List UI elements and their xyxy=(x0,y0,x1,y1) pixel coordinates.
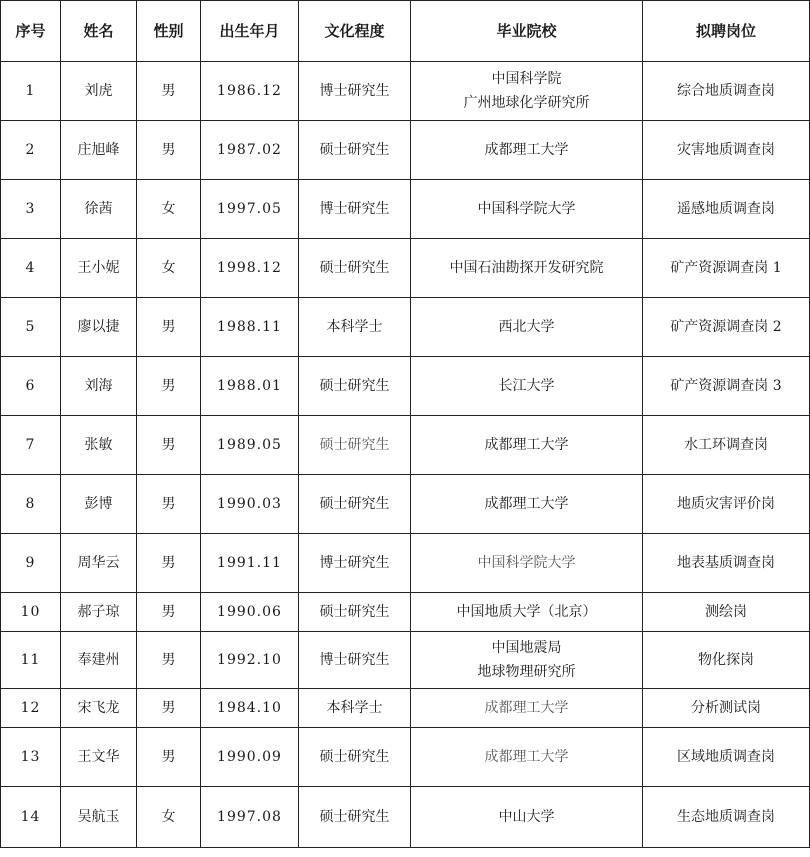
table-row xyxy=(1,728,810,787)
cell-school xyxy=(411,62,643,121)
cell-no: 14 xyxy=(1,787,61,848)
cell-name: 彭博 xyxy=(61,475,137,534)
cell-birth: 1991.11 xyxy=(201,534,299,593)
cell-school: 长江大学 xyxy=(411,357,643,416)
cell-school: 中山大学 xyxy=(411,787,643,848)
cell-gender: 男 xyxy=(137,357,201,416)
cell-education: 本科学士 xyxy=(299,689,411,728)
cell-post: 物化探岗 xyxy=(643,632,810,689)
cell-post: 水工环调查岗 xyxy=(643,416,810,475)
cell-post: 矿产资源调查岗 2 xyxy=(643,298,810,357)
cell-post: 生态地质调查岗 xyxy=(643,787,810,848)
table-row xyxy=(1,593,810,632)
table-row xyxy=(1,632,810,689)
cell-name: 奉建州 xyxy=(61,632,137,689)
cell-name: 刘海 xyxy=(61,357,137,416)
cell-birth: 1986.12 xyxy=(201,62,299,121)
cell-name: 吴航玉 xyxy=(61,787,137,848)
cell-school: 中国科学院大学 xyxy=(411,180,643,239)
cell-no: 12 xyxy=(1,689,61,728)
header-gender: 性别 xyxy=(137,1,201,62)
cell-education: 硕士研究生 xyxy=(299,787,411,848)
cell-birth: 1988.11 xyxy=(201,298,299,357)
cell-name: 张敏 xyxy=(61,416,137,475)
cell-gender: 男 xyxy=(137,534,201,593)
table-row xyxy=(1,298,810,357)
roster-body xyxy=(1,62,810,848)
table-row xyxy=(1,239,810,298)
cell-school: 成都理工大学 xyxy=(411,475,643,534)
cell-no: 9 xyxy=(1,534,61,593)
cell-gender: 男 xyxy=(137,689,201,728)
cell-post: 综合地质调查岗 xyxy=(643,62,810,121)
cell-school: 成都理工大学 xyxy=(411,728,643,787)
cell-name: 王文华 xyxy=(61,728,137,787)
cell-school: 西北大学 xyxy=(411,298,643,357)
header-school: 毕业院校 xyxy=(411,1,643,62)
cell-gender: 男 xyxy=(137,593,201,632)
cell-no: 8 xyxy=(1,475,61,534)
cell-school: 中国地质大学（北京） xyxy=(411,593,643,632)
cell-no: 1 xyxy=(1,62,61,121)
cell-no: 13 xyxy=(1,728,61,787)
cell-education: 硕士研究生 xyxy=(299,121,411,180)
table-row xyxy=(1,121,810,180)
cell-gender: 男 xyxy=(137,121,201,180)
cell-gender: 男 xyxy=(137,416,201,475)
cell-post: 矿产资源调查岗 1 xyxy=(643,239,810,298)
cell-no: 6 xyxy=(1,357,61,416)
cell-no: 4 xyxy=(1,239,61,298)
cell-name: 廖以捷 xyxy=(61,298,137,357)
cell-post: 测绘岗 xyxy=(643,593,810,632)
cell-post: 地表基质调查岗 xyxy=(643,534,810,593)
cell-name: 庄旭峰 xyxy=(61,121,137,180)
cell-birth: 1997.05 xyxy=(201,180,299,239)
cell-education: 硕士研究生 xyxy=(299,416,411,475)
cell-name: 刘虎 xyxy=(61,62,137,121)
cell-education: 硕士研究生 xyxy=(299,475,411,534)
cell-birth: 1988.01 xyxy=(201,357,299,416)
cell-education: 硕士研究生 xyxy=(299,593,411,632)
cell-education: 博士研究生 xyxy=(299,534,411,593)
cell-school: 中国科学院大学 xyxy=(411,534,643,593)
cell-post: 矿产资源调查岗 3 xyxy=(643,357,810,416)
cell-gender: 女 xyxy=(137,239,201,298)
cell-name: 周华云 xyxy=(61,534,137,593)
cell-gender: 男 xyxy=(137,632,201,689)
table-row xyxy=(1,534,810,593)
cell-birth: 1990.06 xyxy=(201,593,299,632)
school-line: 广州地球化学研究所 xyxy=(463,95,590,111)
cell-education: 博士研究生 xyxy=(299,180,411,239)
header-row xyxy=(1,1,810,62)
cell-no: 2 xyxy=(1,121,61,180)
cell-no: 5 xyxy=(1,298,61,357)
cell-birth: 1998.12 xyxy=(201,239,299,298)
header-post: 拟聘岗位 xyxy=(643,1,810,62)
cell-name: 宋飞龙 xyxy=(61,689,137,728)
table-row xyxy=(1,689,810,728)
cell-gender: 女 xyxy=(137,180,201,239)
cell-no: 10 xyxy=(1,593,61,632)
cell-name: 郝子琼 xyxy=(61,593,137,632)
cell-gender: 男 xyxy=(137,62,201,121)
cell-school: 成都理工大学 xyxy=(411,416,643,475)
cell-birth: 1992.10 xyxy=(201,632,299,689)
header-name: 姓名 xyxy=(61,1,137,62)
cell-post: 分析测试岗 xyxy=(643,689,810,728)
header-birth: 出生年月 xyxy=(201,1,299,62)
cell-education: 本科学士 xyxy=(299,298,411,357)
cell-education: 博士研究生 xyxy=(299,632,411,689)
cell-education: 博士研究生 xyxy=(299,62,411,121)
cell-education: 硕士研究生 xyxy=(299,239,411,298)
cell-name: 王小妮 xyxy=(61,239,137,298)
table-row xyxy=(1,416,810,475)
cell-no: 3 xyxy=(1,180,61,239)
table-row xyxy=(1,62,810,121)
cell-gender: 男 xyxy=(137,298,201,357)
cell-education: 硕士研究生 xyxy=(299,728,411,787)
cell-school: 成都理工大学 xyxy=(411,121,643,180)
table-row xyxy=(1,475,810,534)
school-line: 地球物理研究所 xyxy=(477,664,576,680)
school-line: 中国地震局 xyxy=(491,640,562,656)
cell-no: 11 xyxy=(1,632,61,689)
header-education: 文化程度 xyxy=(299,1,411,62)
table-row xyxy=(1,180,810,239)
cell-birth: 1984.10 xyxy=(201,689,299,728)
cell-birth: 1997.08 xyxy=(201,787,299,848)
cell-birth: 1987.02 xyxy=(201,121,299,180)
cell-name: 徐茜 xyxy=(61,180,137,239)
cell-post: 地质灾害评价岗 xyxy=(643,475,810,534)
cell-gender: 男 xyxy=(137,728,201,787)
cell-education: 硕士研究生 xyxy=(299,357,411,416)
cell-school xyxy=(411,632,643,689)
cell-school: 成都理工大学 xyxy=(411,689,643,728)
cell-school: 中国石油勘探开发研究院 xyxy=(411,239,643,298)
header-no: 序号 xyxy=(1,1,61,62)
school-line: 中国科学院 xyxy=(491,71,562,87)
cell-gender: 女 xyxy=(137,787,201,848)
cell-birth: 1990.09 xyxy=(201,728,299,787)
cell-gender: 男 xyxy=(137,475,201,534)
cell-post: 灾害地质调查岗 xyxy=(643,121,810,180)
table-row xyxy=(1,357,810,416)
cell-no: 7 xyxy=(1,416,61,475)
table-row xyxy=(1,787,810,848)
cell-post: 区域地质调查岗 xyxy=(643,728,810,787)
cell-birth: 1990.03 xyxy=(201,475,299,534)
cell-birth: 1989.05 xyxy=(201,416,299,475)
cell-post: 遥感地质调查岗 xyxy=(643,180,810,239)
